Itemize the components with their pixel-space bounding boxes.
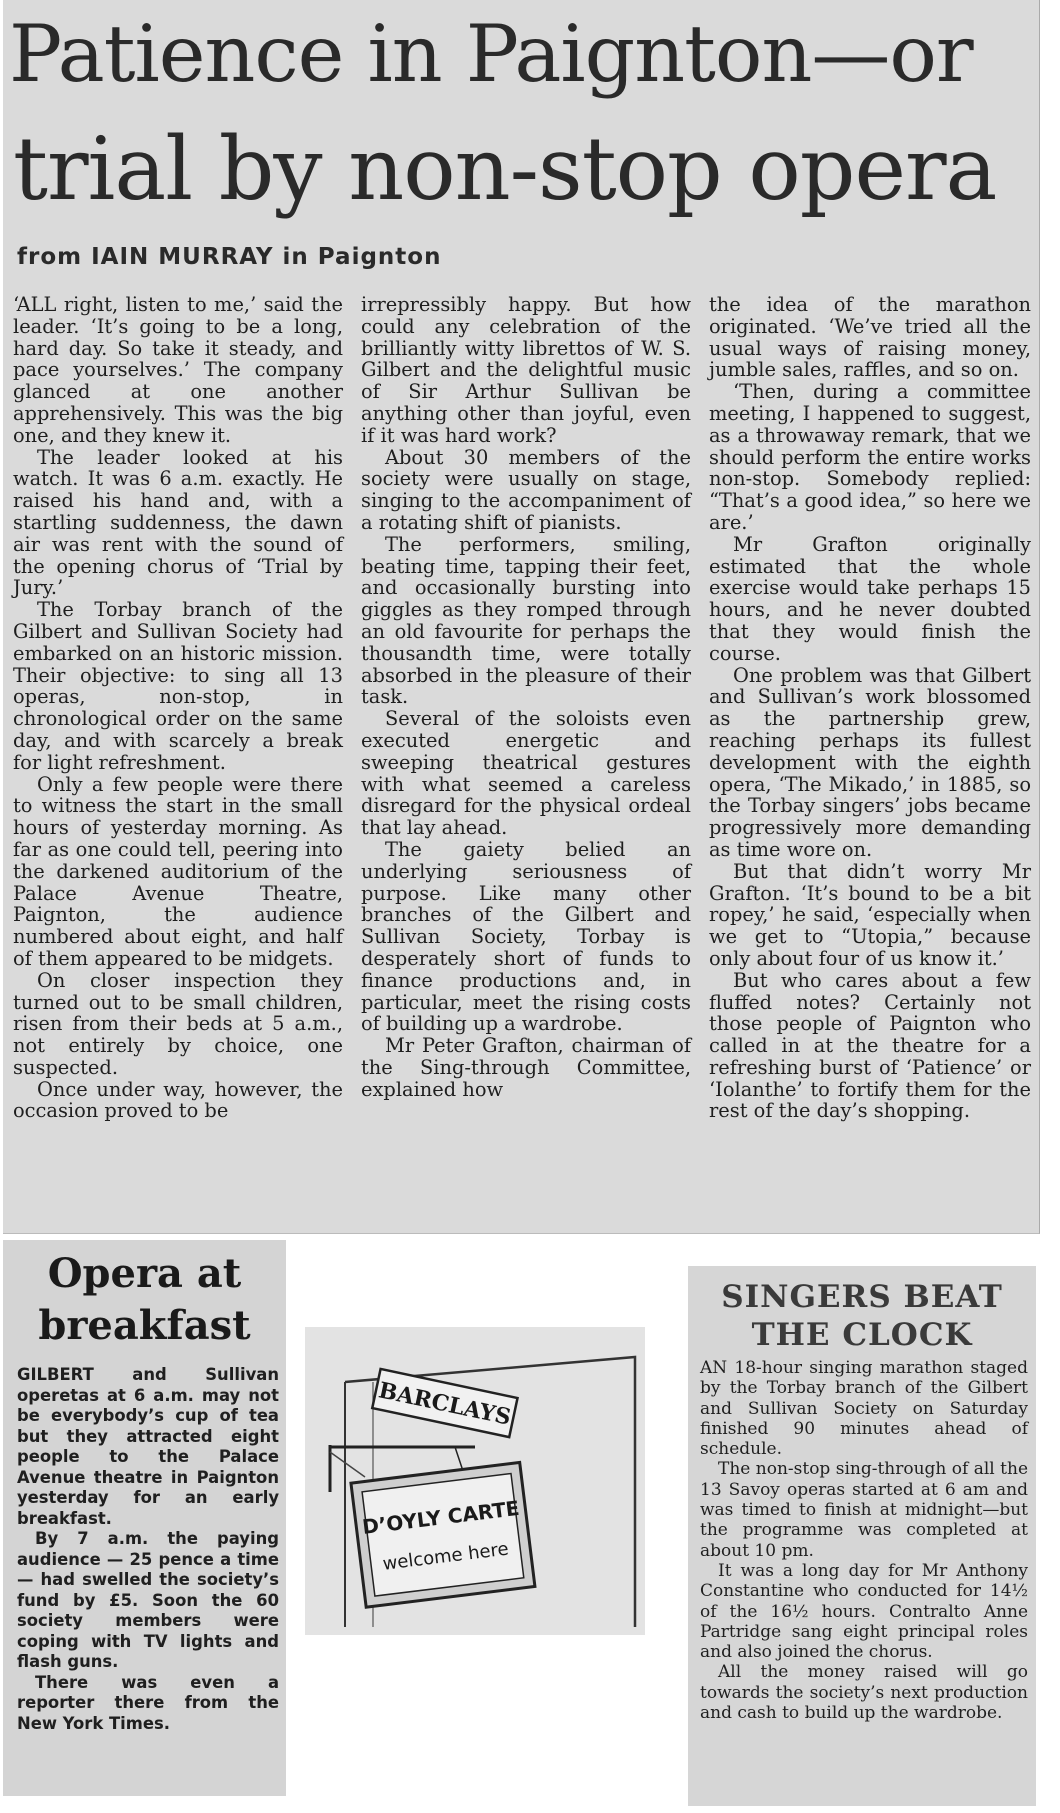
clock-headline-line-2: THE CLOCK [751,1317,973,1353]
paragraph: One problem was that Gilbert and Sullivan’s work blossomed as the partnership grew, reaching perhaps its fullest development with the eighth opera, ‘The Mikado,’ in 1885, so the Torbay singers’ jobs became progressively more demanding as time wore on. [709,663,1031,861]
breakfast-headline-line-2: breakfast [38,1302,251,1349]
cartoon-illustration [305,1327,645,1635]
paragraph: Mr Grafton originally estimated that the whole exercise would take perhaps 15 hours, and he never doubted that they would finish the course. [709,532,1031,665]
byline: from IAIN MURRAY in Paignton [17,244,442,270]
paragraph: On closer inspection they turned out to be small children, risen from their beds at 5 a.m., not entirely by choice, one suspected. [13,968,343,1079]
bank-sign-text: BARCLAYS [376,1377,514,1431]
paragraph: irrepressibly happy. But how could any celebration of the brilliantly witty librettos of W. S. Gilbert and the delightful music of Sir Arthur Sullivan be anything other than joyful, even if it was hard work? [361,293,691,447]
paragraph: The leader looked at his watch. It was 6 a.m. exactly. He raised his hand and, with a startling suddenness, the dawn air was rent with the sound of the opening chorus of ‘Trial by Jury.’ [13,445,343,600]
main-article-clipping [3,0,1040,1234]
breakfast-body [17,1365,279,1734]
paragraph: It was a long day for Mr Anthony Constantine who conducted for 14½ of the 16½ hours. Contralto Anne Partridge sang eight principal roles and also joined the chorus. [700,1560,1028,1663]
paragraph: By 7 a.m. the paying audience — 25 pence a time — had swelled the society’s fund by £5. Soon the 60 society members were coping with TV lights and flash guns. [17,1529,279,1671]
paragraph: the idea of the marathon originated. ‘We’ve tried all the usual ways of raising money, jumble sales, raffles, and so on. [709,293,1031,382]
article-column-2 [361,294,691,1100]
paragraph: But who cares about a few fluffed notes? Certainly not those people of Paignton who called in at the theatre for a refreshing burst of ‘Patience’ or ‘Iolanthe’ to fortify them for the rest of the day’s shopping. [709,968,1031,1123]
paragraph: Once under way, however, the occasion proved to be [13,1077,343,1123]
paragraph: GILBERT and Sullivan operetas at 6 a.m. may not be everybody’s cup of tea but they attracted eight people to the Palace Avenue theatre in Paignton yesterday for an early breakfast. [17,1365,279,1528]
paragraph: The performers, smiling, beating time, tapping their feet, and occasionally bursting into giggles as they romped through an old favourite for perhaps the thousandth time, were totally absorbed in the pleasure of their task. [361,532,691,709]
paragraph: About 30 members of the society were usually on stage, singing to the accompaniment of a rotating shift of pianists. [361,445,691,534]
article-column-1 [13,294,343,1122]
singers-beat-clock-clipping [688,1266,1036,1806]
paragraph: Mr Peter Grafton, chairman of the Sing-through Committee, explained how [361,1034,691,1101]
paragraph: The non-stop sing-through of all the 13 Savoy operas started at 6 am and was timed to finish at midnight—but the programme was completed at about 10 pm. [700,1459,1028,1561]
clock-body [700,1358,1028,1723]
breakfast-clipping [3,1240,286,1796]
clock-headline [688,1278,1036,1354]
paragraph: All the money raised will go towards the society’s next production and cash to build up the wardrobe. [700,1662,1028,1724]
breakfast-headline [3,1248,286,1352]
poster-title: D’OYLY CARTE [360,1495,521,1539]
headline-line-2: trial by non-stop opera [13,118,997,220]
breakfast-headline-line-1: Opera at [47,1250,242,1297]
paragraph: ‘ALL right, listen to me,’ said the leader. ‘It’s going to be a long, hard day. So take it steady, and pace yourselves.’ The company glanced at one another apprehensively. This was the big one, and they knew it. [13,293,343,447]
cartoon-clipping [305,1327,645,1635]
poster-subtitle: welcome here [381,1538,510,1575]
article-column-3 [709,294,1031,1122]
paragraph: Several of the soloists even executed energetic and sweeping theatrical gestures with what seemed a careless disregard for the physical ordeal that lay ahead. [361,707,691,840]
paragraph: Only a few people were there to witness the start in the small hours of yesterday morning. As far as one could tell, peering into the darkened auditorium of the Palace Avenue Theatre, Paignton, the audience numbered about eight, and half of them appeared to be midgets. [13,772,343,970]
paragraph: AN 18-hour singing marathon staged by the Torbay branch of the Gilbert and Sullivan Society on Saturday finished 90 minutes ahead of schedule. [700,1358,1028,1460]
paragraph: The gaiety belied an underlying seriousness of purpose. Like many other branches of the Gilbert and Sullivan Society, Torbay is desperately short of funds to finance productions and, in particular, meet the rising costs of building up a wardrobe. [361,837,691,1036]
paragraph: ‘Then, during a committee meeting, I happened to suggest, as a throwaway remark, that we should perform the entire works non-stop. Somebody replied: “That’s a good idea,” so here we are.’ [709,380,1031,534]
paragraph: The Torbay branch of the Gilbert and Sullivan Society had embarked on an historic mission. Their objective: to sing all 13 operas, non-stop, in chronological order on the same day, and with scarcely a break for light refreshment. [13,598,343,774]
clock-headline-line-1: SINGERS BEAT [721,1279,1003,1315]
paragraph: But that didn’t worry Mr Grafton. ‘It’s bound to be a bit ropey,’ he said, ‘especially when we get to “Utopia,” because only about four of us know it.’ [709,859,1031,970]
headline-line-1: Patience in Paignton—or [9,8,973,100]
paragraph: There was even a reporter there from the New York Times. [17,1672,279,1733]
